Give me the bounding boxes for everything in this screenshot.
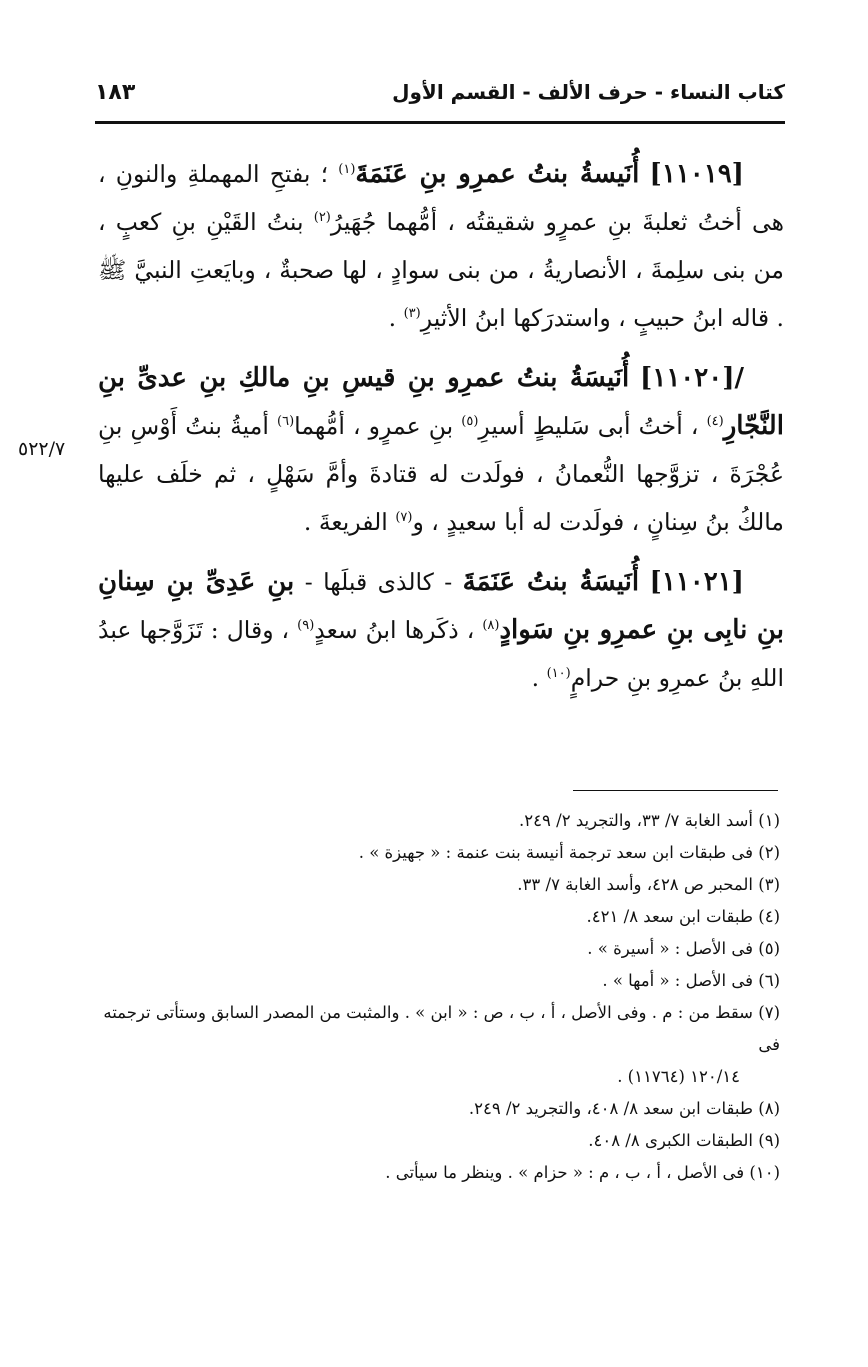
entry-name: أُنَيسةُ بنتُ عمرِو بنِ عَنَمَةَ: [355, 159, 640, 189]
footnote-text: فى الأصل : « أمها » .: [602, 971, 753, 990]
footnote: [95, 1093, 780, 1125]
footnote-ref: (٤): [706, 414, 724, 430]
entry-11020: [98, 354, 784, 546]
footnote-number: (٣): [758, 875, 780, 894]
entry-text: بنتُ القَيْنِ بنِ كعبٍ ، من بنى سلِمةَ ، الأنصاريةُ ، من بنى سوادٍ ، لها صحبةٌ ، وبايَعتِ النبيَّ ﷺ . قاله ابنُ حبيبٍ ، واستدرَكها ابنُ الأثيرِ: [98, 208, 784, 332]
footnote-number: (٢): [758, 843, 780, 862]
entry-text: .: [388, 304, 397, 332]
entry-text: ، أختُ أبى سَليطٍ أسيرِ: [478, 412, 699, 440]
entry-text: ، وقال : تَزَوَّجها عبدُ اللهِ بنُ عمرِو بنِ حرامٍ: [98, 616, 784, 692]
footnote-number: (١٠): [749, 1163, 780, 1182]
footnote-ref: (٩): [297, 618, 315, 634]
entry-text: ، ذكَرها ابنُ سعدٍ: [314, 616, 475, 644]
footnote: [95, 901, 780, 933]
footnote-ref: (٦): [277, 414, 295, 430]
footnote-ref: (٣): [403, 306, 421, 322]
entry-text: ؛ بفتحِ المهملةِ والنونِ ، هى أختُ ثعلبةَ بنِ عمرٍو شقيقتُه ، أمُّهما جُهَيرُ: [98, 160, 784, 236]
footnote-text: طبقات ابن سعد ٨/ ٤٠٨، والتجريد ٢/ ٢٤٩.: [468, 1099, 753, 1118]
footnote-continuation: ١٢٠/١٤ (١١٧٦٤) .: [617, 1067, 740, 1086]
entry-number: [١١٠١٩]: [649, 159, 744, 189]
footnotes: [95, 805, 780, 1189]
entry-lineage: بنِ عَدِىِّ بنِ سِنانِ بنِ نابِى بنِ عمرِو بنِ سَوادٍ: [98, 567, 784, 645]
footnote: [95, 869, 780, 901]
footnote-number: (٨): [758, 1099, 780, 1118]
footnote-text: سقط من : م . وفى الأصل ، أ ، ب ، ص : « ابن » . والمثبت من المصدر السابق وستأتى ترجمته فى: [103, 1003, 780, 1054]
footnote-number: (١): [758, 811, 780, 830]
footnote-ref: (٢): [313, 210, 331, 226]
page-number: ١٨٣: [95, 80, 136, 105]
footnote: [95, 965, 780, 997]
footnote: [95, 837, 780, 869]
footnote-text: فى الأصل : « أسيرة » .: [587, 939, 753, 958]
footnote-ref: (١٠): [546, 666, 571, 682]
footnote-ref: (٥): [461, 414, 479, 430]
footnote-separator: [573, 790, 778, 791]
footnote-number: (٤): [758, 907, 780, 926]
footnote-text: طبقات ابن سعد ٨/ ٤٢١.: [586, 907, 753, 926]
running-header: [95, 80, 785, 116]
entry-text: الفريعةَ .: [303, 508, 388, 536]
footnote-number: (٩): [758, 1131, 780, 1150]
entry-11019: [98, 150, 784, 342]
footnote-number: (٧): [758, 1003, 780, 1022]
footnote-text: الطبقات الكبرى ٨/ ٤٠٨.: [588, 1131, 753, 1150]
footnote-ref: (٧): [395, 510, 413, 526]
footnote-number: (٦): [758, 971, 780, 990]
footnote: [95, 933, 780, 965]
footnote: [95, 805, 780, 837]
header-rule: [95, 121, 785, 124]
footnote-ref: (١): [338, 162, 356, 178]
footnote: [95, 997, 780, 1093]
entry-11021: [98, 558, 784, 702]
footnote: [95, 1157, 780, 1189]
entry-number: [١١٠٢٠]: [640, 363, 735, 393]
footnote-text: فى الأصل ، أ ، ب ، م : « حزام » . وينظر ما سيأتى .: [385, 1163, 745, 1182]
entry-text: - كالذى قبلَها -: [304, 568, 453, 596]
entry-text: أميةُ بنتُ أَوْسِ بنِ عُجْرَةَ ، تزوَّجها النُّعمانُ ، فولَدت له قتادةَ وأمَّ سَهْلٍ ، ثم خلَف عليها مالكُ بنُ سِنانٍ ، فولَدت له أبا سعيدٍ ، و: [98, 412, 784, 536]
footnote-ref: (٨): [482, 618, 500, 634]
footnote-text: المحبر ص ٤٢٨، وأسد الغابة ٧/ ٣٣.: [517, 875, 753, 894]
entry-text: .: [531, 664, 540, 692]
main-text: [98, 150, 784, 714]
footnote-text: أسد الغابة ٧/ ٣٣، والتجريد ٢/ ٢٤٩.: [519, 811, 753, 830]
footnote-text: فى طبقات ابن سعد ترجمة أنيسة بنت عنمة : « جهيزة » .: [358, 843, 753, 862]
page-break-marker: /: [734, 363, 744, 393]
entry-name: أُنَيسَةُ بنتُ عَنَمَةَ: [462, 567, 640, 597]
entry-number: [١١٠٢١]: [649, 567, 744, 597]
marginal-reference: ٥٢٢/٧: [18, 438, 66, 460]
entry-text: بنِ عمرٍو ، أمُّهما: [294, 412, 454, 440]
footnote: [95, 1125, 780, 1157]
footnote-number: (٥): [758, 939, 780, 958]
entry-name: أُنَيسَةُ بنتُ عمرِو بنِ قيسِ بنِ مالكِ بنِ عدىِّ بنِ النَّجّارِ: [98, 363, 784, 441]
header-title: كتاب النساء - حرف الألف - القسم الأول: [392, 80, 785, 104]
